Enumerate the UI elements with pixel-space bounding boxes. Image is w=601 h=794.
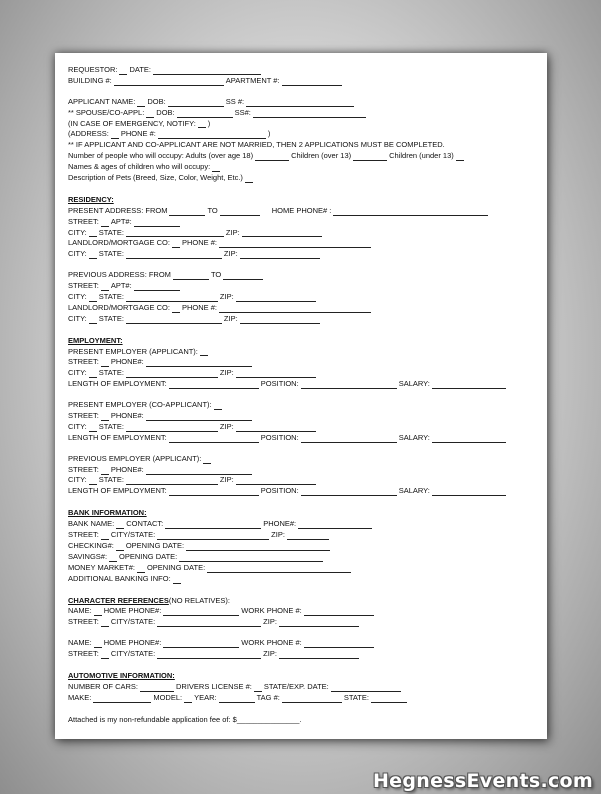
emp2-phone-label: PHONE#:: [110, 411, 144, 421]
emp3-position-field[interactable]: [301, 488, 397, 496]
ref1-home-phone-field[interactable]: [163, 608, 239, 616]
emp2-city-row: [68, 422, 533, 433]
bank-name-row: [68, 519, 533, 530]
ref2-home-phone-field[interactable]: [163, 640, 239, 648]
children-over-label: Children (over 13): [291, 151, 352, 161]
ss2-field[interactable]: [253, 110, 366, 118]
apartment-label: APARTMENT #:: [225, 75, 280, 85]
names-ages-row: [68, 162, 533, 173]
previous-from-field[interactable]: [173, 272, 209, 280]
year-field[interactable]: [219, 695, 255, 703]
emergency-label: (IN CASE OF EMERGENCY, NOTIFY:: [68, 118, 196, 128]
prev-city-label: CITY:: [68, 292, 87, 302]
landlord-field[interactable]: [172, 240, 180, 248]
checking-opening-label: OPENING DATE:: [125, 540, 185, 550]
landlord-phone-field[interactable]: [219, 240, 371, 248]
ref1-home-phone-label: HOME PHONE#:: [103, 606, 162, 616]
emp3-zip-label: ZIP:: [219, 475, 234, 485]
ref2-zip-label: ZIP:: [263, 649, 277, 659]
emp3-length-field[interactable]: [169, 488, 259, 496]
building-field[interactable]: [114, 78, 224, 86]
res-zip-label: ZIP:: [225, 227, 240, 237]
landlord-city-field[interactable]: [89, 251, 97, 259]
ref2-street-label: STREET:: [68, 649, 99, 659]
previous-address-label: PREVIOUS ADDRESS: FROM: [68, 270, 171, 280]
checking-opening-field[interactable]: [186, 543, 330, 551]
money-market-opening-field[interactable]: [207, 565, 351, 573]
spouse-label: ** SPOUSE/CO-APPL:: [68, 107, 145, 117]
bank-heading: BANK INFORMATION:: [68, 508, 147, 518]
money-market-label: MONEY MARKET#:: [68, 562, 135, 572]
dob2-field[interactable]: [177, 110, 233, 118]
address-close: ): [267, 129, 271, 139]
res-apt-field[interactable]: [134, 219, 180, 227]
applicant-name-label: APPLICANT NAME:: [68, 96, 136, 106]
emp2-length-row: [68, 433, 533, 444]
landlord-state-field[interactable]: [126, 251, 222, 259]
additional-banking-field[interactable]: [173, 576, 181, 584]
landlord-city-label: CITY:: [68, 249, 87, 259]
res-zip-field[interactable]: [242, 229, 322, 237]
emp1-length-label: LENGTH OF EMPLOYMENT:: [68, 379, 167, 389]
tag-field[interactable]: [282, 695, 342, 703]
state-exp-label: STATE/EXP. DATE:: [263, 681, 329, 691]
requestor-field[interactable]: [119, 67, 127, 75]
emp1-street-row: [68, 357, 533, 368]
emp2-zip-label: ZIP:: [219, 421, 234, 431]
emp2-street-label: STREET:: [68, 411, 99, 421]
emp1-state-label: STATE:: [98, 368, 124, 378]
landlord-state-label: STATE:: [98, 249, 124, 259]
address-field[interactable]: [111, 131, 119, 139]
prev-street-row: [68, 281, 533, 292]
bank-phone-field[interactable]: [298, 521, 372, 529]
children-under-field[interactable]: [456, 153, 464, 161]
prev-city-row: [68, 292, 533, 303]
emp1-salary-field[interactable]: [432, 381, 506, 389]
ref1-street-label: STREET:: [68, 617, 99, 627]
checking-row: [68, 541, 533, 552]
address-label: (ADDRESS:: [68, 129, 109, 139]
prev-landlord-city-field[interactable]: [89, 316, 97, 324]
emp2-position-label: POSITION:: [260, 432, 299, 442]
emp3-phone-field[interactable]: [146, 467, 252, 475]
landlord-zip-field[interactable]: [240, 251, 320, 259]
pets-row: [68, 173, 533, 184]
emp2-city-label: CITY:: [68, 421, 87, 431]
children-under-label: Children (under 13): [389, 151, 454, 161]
requestor-row: [68, 65, 533, 76]
prev-apt-label: APT#:: [110, 281, 132, 291]
money-market-row: [68, 563, 533, 574]
emp2-length-label: LENGTH OF EMPLOYMENT:: [68, 432, 167, 442]
automotive-heading-row: [68, 671, 533, 682]
previous-employer-row: [68, 454, 533, 465]
emergency-row: [68, 119, 533, 130]
dob-field[interactable]: [168, 99, 224, 107]
emp3-city-label: CITY:: [68, 475, 87, 485]
number-cars-label: NUMBER OF CARS:: [68, 681, 139, 691]
bank-heading-row: [68, 508, 533, 519]
co-employer-field[interactable]: [214, 402, 222, 410]
emp2-city-field[interactable]: [89, 424, 97, 432]
prev-landlord-state-label: STATE:: [98, 313, 124, 323]
emp3-length-row: [68, 486, 533, 497]
auto-state-field[interactable]: [371, 695, 407, 703]
present-employer-field[interactable]: [200, 348, 208, 356]
ref1-name-field[interactable]: [94, 608, 102, 616]
residency-heading: RESIDENCY:: [68, 194, 114, 204]
ref2-name-field[interactable]: [94, 640, 102, 648]
home-phone-label: HOME PHONE# :: [271, 205, 332, 215]
ref2-zip-field[interactable]: [279, 651, 359, 659]
bank-city-state-field[interactable]: [157, 532, 269, 540]
make-label: MAKE:: [68, 692, 92, 702]
previous-to-label: TO: [210, 270, 222, 280]
employment-heading: EMPLOYMENT:: [68, 335, 123, 345]
bank-phone-label: PHONE#:: [263, 519, 297, 529]
home-phone-field[interactable]: [333, 208, 488, 216]
make-row: [68, 693, 533, 704]
ref2-city-state-field[interactable]: [157, 651, 261, 659]
emp1-city-label: CITY:: [68, 368, 87, 378]
applicant-name-field[interactable]: [137, 99, 145, 107]
prev-landlord-field[interactable]: [172, 305, 180, 313]
money-market-field[interactable]: [137, 565, 145, 573]
prev-zip-field[interactable]: [236, 294, 316, 302]
co-employer-label: PRESENT EMPLOYER (CO-APPLICANT):: [68, 400, 212, 410]
emp1-state-field[interactable]: [126, 370, 218, 378]
ref1-zip-label: ZIP:: [263, 617, 277, 627]
prev-state-field[interactable]: [126, 294, 218, 302]
license-field[interactable]: [254, 684, 262, 692]
emp1-street-label: STREET:: [68, 357, 99, 367]
prev-state-label: STATE:: [98, 292, 124, 302]
ref2-name-label: NAME:: [68, 638, 92, 648]
automotive-heading: AUTOMOTIVE INFORMATION:: [68, 670, 175, 680]
number-cars-field[interactable]: [140, 684, 174, 692]
bank-zip-label: ZIP:: [271, 530, 285, 540]
ref2-work-phone-label: WORK PHONE #:: [241, 638, 302, 648]
state-exp-field[interactable]: [331, 684, 401, 692]
spouse-field[interactable]: [146, 110, 154, 118]
res-apt-label: APT#:: [110, 216, 132, 226]
checking-label: CHECKING#:: [68, 540, 114, 550]
savings-label: SAVINGS#:: [68, 551, 108, 561]
landlord-row: [68, 238, 533, 249]
ref2-city-state-label: CITY/STATE:: [110, 649, 156, 659]
emp2-salary-label: SALARY:: [398, 432, 430, 442]
adults-field[interactable]: [255, 153, 289, 161]
building-label: BUILDING #:: [68, 75, 112, 85]
note-row: [68, 140, 533, 151]
present-address-row: [68, 206, 533, 217]
ss2-label: SS#:: [234, 107, 251, 117]
date-field[interactable]: [153, 67, 261, 75]
ss-field[interactable]: [246, 99, 354, 107]
prev-landlord-phone-field[interactable]: [219, 305, 371, 313]
landlord-label: LANDLORD/MORTGAGE CO:: [68, 238, 170, 248]
emp2-zip-field[interactable]: [236, 424, 316, 432]
prev-landlord-label: LANDLORD/MORTGAGE CO:: [68, 302, 170, 312]
ref2-work-phone-field[interactable]: [304, 640, 374, 648]
res-state-field[interactable]: [126, 229, 224, 237]
res-street-row: [68, 217, 533, 228]
emp2-position-field[interactable]: [301, 435, 397, 443]
cars-row: [68, 682, 533, 693]
make-field[interactable]: [93, 695, 151, 703]
landlord-zip-label: ZIP:: [223, 249, 238, 259]
additional-banking-row: [68, 574, 533, 585]
ref1-street-row: [68, 617, 533, 628]
ss-label: SS #:: [225, 96, 245, 106]
phone-field[interactable]: [158, 131, 266, 139]
emp1-phone-field[interactable]: [146, 359, 252, 367]
emp2-length-field[interactable]: [169, 435, 259, 443]
present-employer-row: [68, 347, 533, 358]
ref1-name-label: NAME:: [68, 606, 92, 616]
emp2-street-row: [68, 411, 533, 422]
ref2-street-field[interactable]: [101, 651, 109, 659]
prev-landlord-zip-label: ZIP:: [223, 313, 238, 323]
emp1-phone-label: PHONE#:: [110, 357, 144, 367]
emp3-length-label: LENGTH OF EMPLOYMENT:: [68, 486, 167, 496]
fee-row: [68, 715, 533, 726]
bank-street-field[interactable]: [101, 532, 109, 540]
prev-landlord-row: [68, 303, 533, 314]
present-address-label: PRESENT ADDRESS: FROM: [68, 205, 168, 215]
savings-opening-label: OPENING DATE:: [119, 551, 178, 561]
ref1-work-phone-label: WORK PHONE #:: [241, 606, 302, 616]
emp3-zip-field[interactable]: [236, 477, 316, 485]
children-over-field[interactable]: [353, 153, 387, 161]
ref1-work-phone-field[interactable]: [304, 608, 374, 616]
references-heading: CHARACTER REFERENCES: [68, 595, 169, 605]
spouse-row: [68, 108, 533, 119]
additional-banking-label: ADDITIONAL BANKING INFO:: [68, 573, 171, 583]
res-street-field[interactable]: [101, 219, 109, 227]
emp1-street-field[interactable]: [101, 359, 109, 367]
watermark-logo: HegnessEvents.com: [372, 770, 593, 792]
bank-zip-field[interactable]: [287, 532, 329, 540]
savings-opening-field[interactable]: [179, 554, 323, 562]
names-ages-field[interactable]: [212, 164, 220, 172]
model-label: MODEL:: [153, 692, 183, 702]
prev-landlord-city-row: [68, 314, 533, 325]
emp3-city-field[interactable]: [89, 477, 97, 485]
building-row: [68, 76, 533, 87]
prev-landlord-zip-field[interactable]: [240, 316, 320, 324]
employment-heading-row: [68, 336, 533, 347]
bank-city-state-label: CITY/STATE:: [110, 530, 156, 540]
references-heading-row: [68, 596, 533, 607]
emp2-street-field[interactable]: [101, 413, 109, 421]
emp1-length-field[interactable]: [169, 381, 259, 389]
ref1-street-field[interactable]: [101, 619, 109, 627]
apartment-field[interactable]: [282, 78, 342, 86]
date-label: DATE:: [129, 64, 151, 74]
res-city-label: CITY:: [68, 227, 87, 237]
previous-to-field[interactable]: [223, 272, 263, 280]
rental-application-form: [55, 53, 547, 739]
emp3-street-label: STREET:: [68, 464, 99, 474]
ref1-zip-field[interactable]: [279, 619, 359, 627]
present-from-field[interactable]: [169, 208, 205, 216]
emp2-phone-field[interactable]: [146, 413, 252, 421]
res-state-label: STATE:: [98, 227, 124, 237]
ref1-name-row: [68, 606, 533, 617]
bank-street-row: [68, 530, 533, 541]
emp1-salary-label: SALARY:: [398, 379, 430, 389]
names-ages-label: Names & ages of children who will occupy:: [68, 162, 211, 172]
ref2-name-row: [68, 638, 533, 649]
requestor-label: REQUESTOR:: [68, 64, 118, 74]
prev-city-field[interactable]: [89, 294, 97, 302]
co-employer-row: [68, 400, 533, 411]
prev-apt-field[interactable]: [134, 283, 180, 291]
previous-address-row: [68, 270, 533, 281]
dob2-label: DOB:: [156, 107, 175, 117]
previous-employer-field[interactable]: [203, 456, 211, 464]
emp1-zip-field[interactable]: [236, 370, 316, 378]
previous-employer-label: PREVIOUS EMPLOYER (APPLICANT):: [68, 453, 202, 463]
emp1-position-field[interactable]: [301, 381, 397, 389]
occupy-label: Number of people who will occupy: Adults (over age 18): [68, 151, 254, 161]
emp1-city-row: [68, 368, 533, 379]
res-street-label: STREET:: [68, 216, 99, 226]
prev-landlord-state-field[interactable]: [126, 316, 222, 324]
not-married-note: ** IF APPLICANT AND CO-APPLICANT ARE NOT MARRIED, THEN 2 APPLICATIONS MUST BE COMPLETED.: [68, 140, 445, 150]
emp3-street-row: [68, 465, 533, 476]
checking-field[interactable]: [116, 543, 124, 551]
emp3-state-field[interactable]: [126, 477, 218, 485]
emp3-position-label: POSITION:: [260, 486, 299, 496]
auto-state-label: STATE:: [343, 692, 369, 702]
occupy-row: [68, 151, 533, 162]
present-employer-label: PRESENT EMPLOYER (APPLICANT):: [68, 346, 198, 356]
emp3-state-label: STATE:: [98, 475, 124, 485]
dob-label: DOB:: [147, 96, 166, 106]
res-city-field[interactable]: [89, 229, 97, 237]
emp2-state-field[interactable]: [126, 424, 218, 432]
references-heading-note: (NO RELATIVES):: [168, 595, 230, 605]
bank-street-label: STREET:: [68, 530, 99, 540]
present-to-label: TO: [207, 205, 218, 215]
pets-field[interactable]: [245, 175, 253, 183]
address-row: [68, 129, 533, 140]
ref1-city-state-field[interactable]: [157, 619, 261, 627]
bank-contact-field[interactable]: [165, 521, 261, 529]
application-fee-text: Attached is my non-refundable application fee of: $_______________.: [68, 714, 302, 724]
res-city-row: [68, 228, 533, 239]
emp3-salary-label: SALARY:: [398, 486, 430, 496]
landlord-city-row: [68, 249, 533, 260]
emp3-salary-field[interactable]: [432, 488, 506, 496]
prev-street-label: STREET:: [68, 281, 99, 291]
residency-heading-row: [68, 195, 533, 206]
prev-street-field[interactable]: [101, 283, 109, 291]
emp2-salary-field[interactable]: [432, 435, 506, 443]
ref2-street-row: [68, 649, 533, 660]
year-label: YEAR:: [194, 692, 217, 702]
phone-label: PHONE #:: [120, 129, 156, 139]
bank-name-field[interactable]: [116, 521, 124, 529]
present-to-field[interactable]: [220, 208, 260, 216]
prev-landlord-phone-label: PHONE #:: [181, 302, 217, 312]
model-field[interactable]: [184, 695, 192, 703]
emp1-length-row: [68, 379, 533, 390]
landlord-phone-label: PHONE #:: [181, 238, 217, 248]
ref1-city-state-label: CITY/STATE:: [110, 617, 156, 627]
emergency-close: ): [207, 118, 211, 128]
emp3-city-row: [68, 476, 533, 487]
bank-name-label: BANK NAME:: [68, 519, 115, 529]
emp1-zip-label: ZIP:: [219, 368, 234, 378]
savings-row: [68, 552, 533, 563]
license-label: DRIVERS LICENSE #:: [176, 681, 252, 691]
money-market-opening-label: OPENING DATE:: [146, 562, 206, 572]
prev-landlord-city-label: CITY:: [68, 313, 87, 323]
emp1-city-field[interactable]: [89, 370, 97, 378]
pets-label: Description of Pets (Breed, Size, Color, Weight, Etc.): [68, 173, 243, 182]
emergency-field[interactable]: [198, 120, 206, 128]
ref2-home-phone-label: HOME PHONE#:: [103, 638, 162, 648]
applicant-name-row: [68, 97, 533, 108]
tag-label: TAG #:: [256, 692, 280, 702]
emp3-phone-label: PHONE#:: [110, 464, 144, 474]
savings-field[interactable]: [109, 554, 117, 562]
prev-zip-label: ZIP:: [219, 292, 234, 302]
bank-contact-label: CONTACT:: [126, 519, 164, 529]
emp3-street-field[interactable]: [101, 467, 109, 475]
emp1-position-label: POSITION:: [260, 379, 299, 389]
emp2-state-label: STATE:: [98, 421, 124, 431]
